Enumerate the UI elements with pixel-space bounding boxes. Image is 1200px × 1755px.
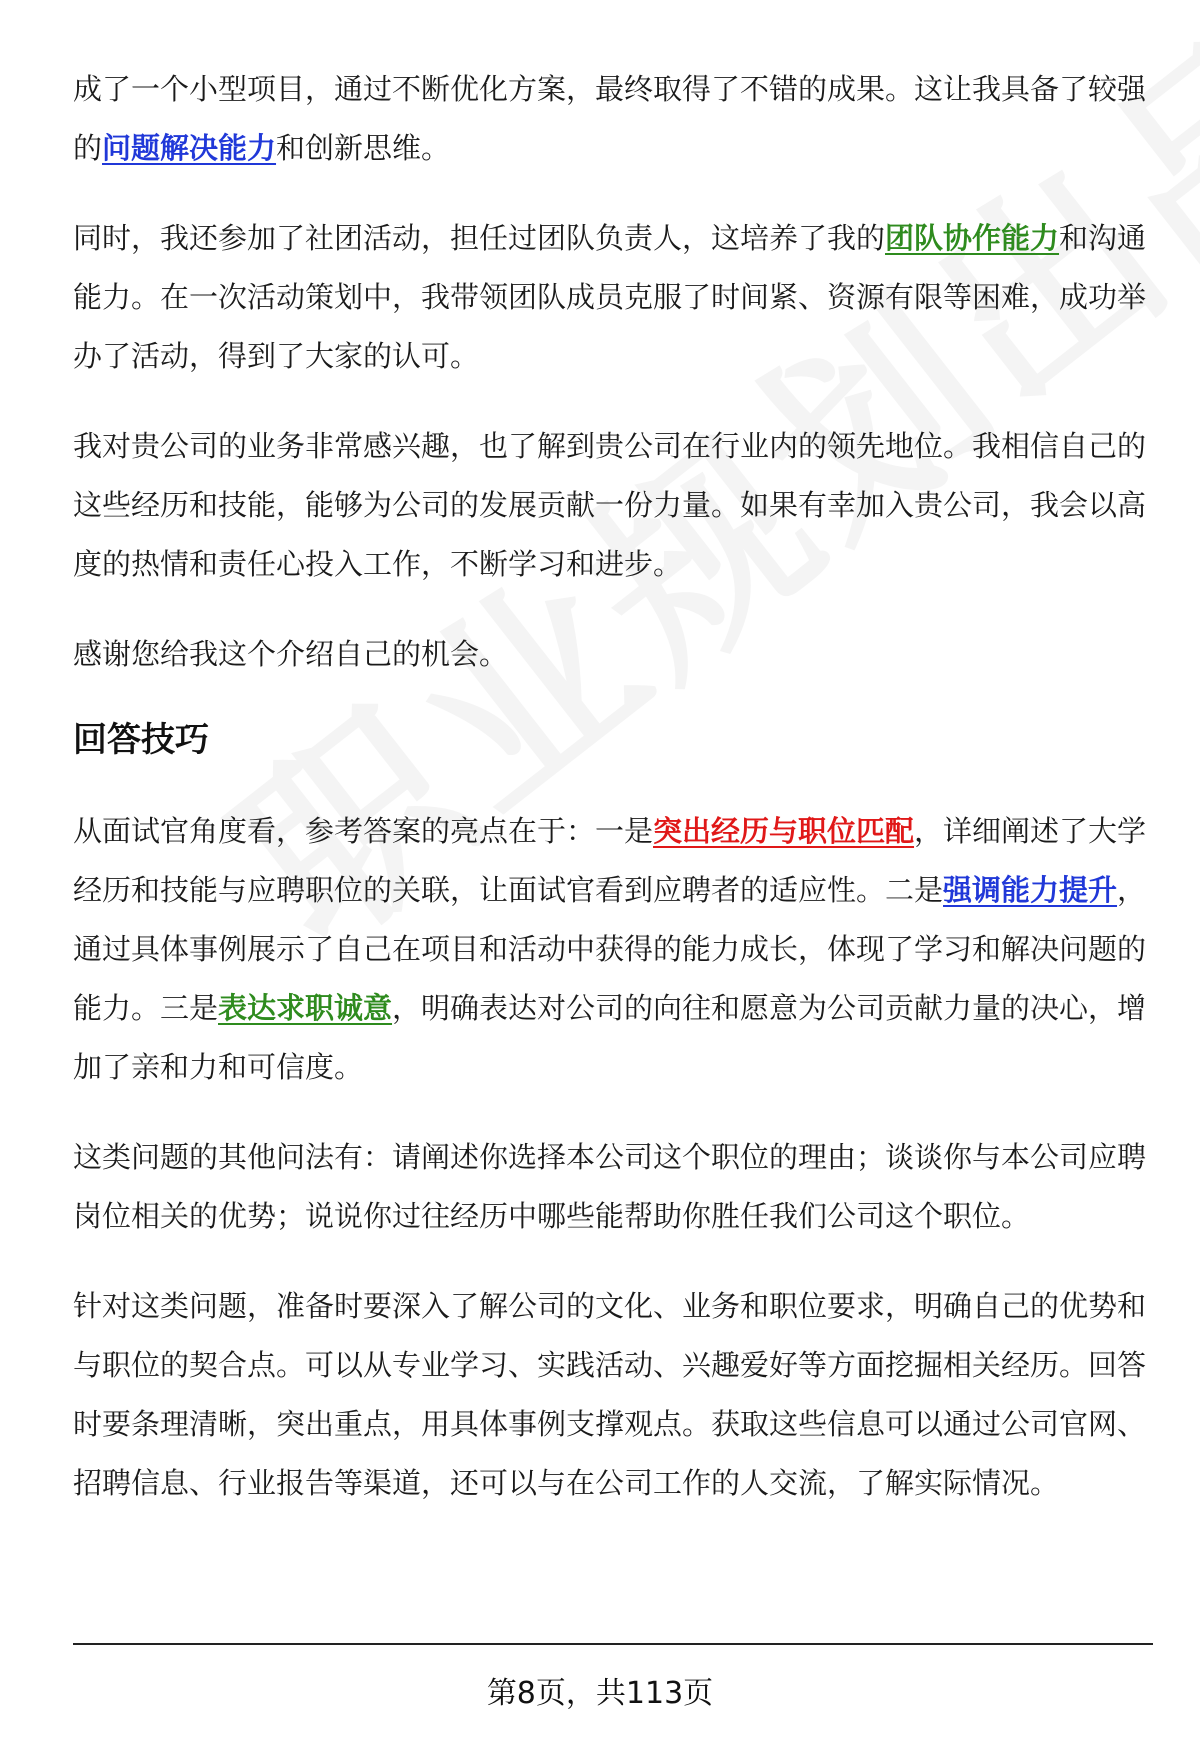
paragraph-text: ，明确表达对公司的向往和愿意为公司贡献力量的决心，增加了亲和力和可信度。 [73, 991, 1147, 1084]
paragraph-1 [73, 60, 1148, 178]
paragraph-text: 从面试官角度看，参考答案的亮点在于：一是 [73, 814, 654, 848]
paragraph-3: 我对贵公司的业务非常感兴趣，也了解到贵公司在行业内的领先地位。我相信自己的这些经历和技能，能够为公司的发展贡献一份力量。如果有幸加入贵公司，我会以高度的热情和责任心投入工作，不断学习和进步。 [73, 429, 1147, 581]
paragraph-text: 同时，我还参加了社团活动，担任过团队负责人，这培养了我的 [73, 221, 886, 255]
paragraph-4: 感谢您给我这个介绍自己的机会。 [73, 637, 509, 671]
highlight-experience-match[interactable]: 突出经历与职位匹配 [653, 814, 915, 848]
paragraph-text: 和创新思维。 [276, 131, 451, 165]
tips-paragraph-3: 针对这类问题，准备时要深入了解公司的文化、业务和职位要求，明确自己的优势和与职位的契合点。可以从专业学习、实践活动、兴趣爱好等方面挖掘相关经历。回答时要条理清晰，突出重点，用具体事例支撑观点。获取这些信息可以通过公司官网、招聘信息、行业报告等渠道，还可以与在公司工作的人交流，了解实际情况。 [73, 1289, 1147, 1500]
footer-divider [73, 1643, 1153, 1645]
tips-paragraph-2: 这类问题的其他问法有：请阐述你选择本公司这个职位的理由；谈谈你与本公司应聘岗位相关的优势；说说你过往经历中哪些能帮助你胜任我们公司这个职位。 [73, 1140, 1147, 1233]
highlight-sincerity[interactable]: 表达求职诚意 [218, 991, 393, 1025]
paragraph-2 [73, 209, 1148, 386]
paragraph-text: ，通过具体事例展示了自己在项目和活动中获得的能力成长，体现了学习和解决问题的能力。三是 [73, 873, 1147, 1025]
paragraph-text: ，详细阐述了大学经历和技能与应聘职位的关联，让面试官看到应聘者的适应性。二是 [73, 814, 1147, 907]
tips-paragraph-1 [73, 802, 1148, 1097]
highlight-problem-solving[interactable]: 问题解决能力 [102, 131, 277, 165]
paragraph-text: 和沟通能力。在一次活动策划中，我带领团队成员克服了时间紧、资源有限等困难，成功举办了活动，得到了大家的认可。 [73, 221, 1147, 373]
highlight-teamwork[interactable]: 团队协作能力 [885, 221, 1060, 255]
section-title: 回答技巧 [73, 720, 209, 760]
paragraph-text: 成了一个小型项目，通过不断优化方案，最终取得了不错的成果。这让我具备了较强的 [73, 72, 1147, 165]
highlight-ability-growth[interactable]: 强调能力提升 [943, 873, 1118, 907]
document-body [73, 60, 1148, 1544]
page-number: 第8页，共113页 [486, 1676, 714, 1711]
